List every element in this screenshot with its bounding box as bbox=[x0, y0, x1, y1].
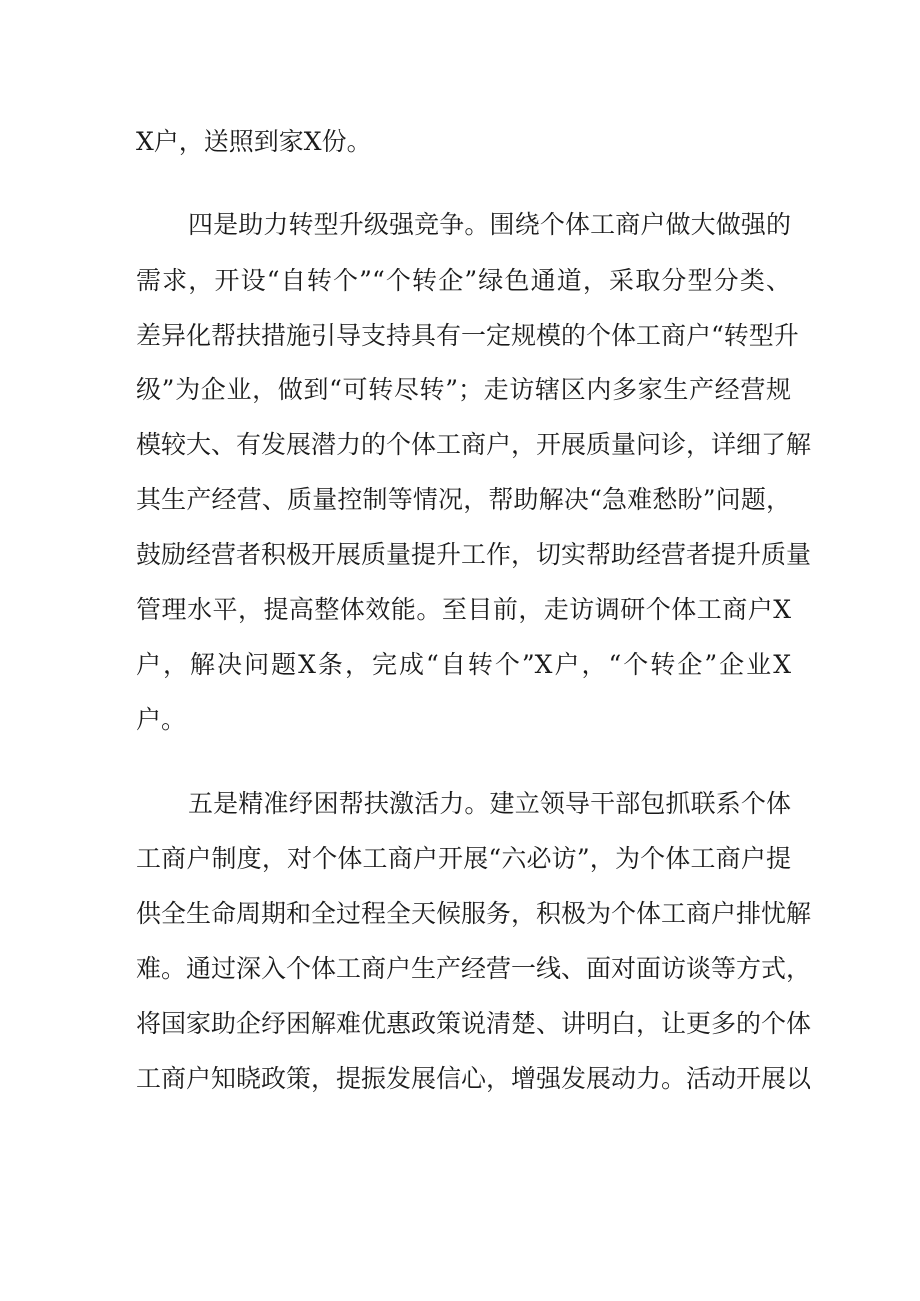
paragraph-3-line-5: 将国家助企纾困解难优惠政策说清楚、讲明白，让更多的个体 bbox=[136, 1009, 812, 1038]
paragraph-3-line-2: 工商户制度，对个体工商户开展“六必访”，为个体工商户提 bbox=[136, 844, 791, 873]
paragraph-2-line-6: 其生产经营、质量控制等情况，帮助解决“急难愁盼”问题， bbox=[136, 485, 791, 514]
paragraph-2-line-8: 管理水平，提高整体效能。至目前，走访调研个体工商户X bbox=[136, 595, 791, 624]
paragraph-2-line-10: 户。 bbox=[136, 705, 187, 734]
paragraph-3-line-1: 五是精准纾困帮扶激活力。建立领导干部包抓联系个体 bbox=[188, 789, 791, 818]
paragraph-2-line-2: 需求，开设“自转个”“个转企”绿色通道，采取分型分类、 bbox=[136, 266, 791, 295]
paragraph-1-line-1: X户，送照到家X份。 bbox=[136, 127, 372, 156]
paragraph-3-line-4: 难。通过深入个体工商户生产经营一线、面对面访谈等方式， bbox=[136, 954, 812, 983]
paragraph-3-line-6: 工商户知晓政策，提振发展信心，增强发展动力。活动开展以 bbox=[136, 1064, 812, 1093]
paragraph-2-line-5: 模较大、有发展潜力的个体工商户，开展质量问诊，详细了解 bbox=[136, 430, 812, 459]
paragraph-3-line-3: 供全生命周期和全过程全天候服务，积极为个体工商户排忧解 bbox=[136, 899, 812, 928]
paragraph-2-line-7: 鼓励经营者积极开展质量提升工作，切实帮助经营者提升质量 bbox=[136, 540, 812, 569]
paragraph-2-line-4: 级”为企业，做到“可转尽转”；走访辖区内多家生产经营规 bbox=[136, 375, 791, 404]
paragraph-2-line-9: 户，解决问题X条，完成“自转个”X户，“个转企”企业X bbox=[136, 650, 791, 679]
paragraph-2-line-3: 差异化帮扶措施引导支持具有一定规模的个体工商户“转型升 bbox=[136, 321, 799, 350]
paragraph-2-line-1: 四是助力转型升级强竞争。围绕个体工商户做大做强的 bbox=[188, 210, 791, 239]
